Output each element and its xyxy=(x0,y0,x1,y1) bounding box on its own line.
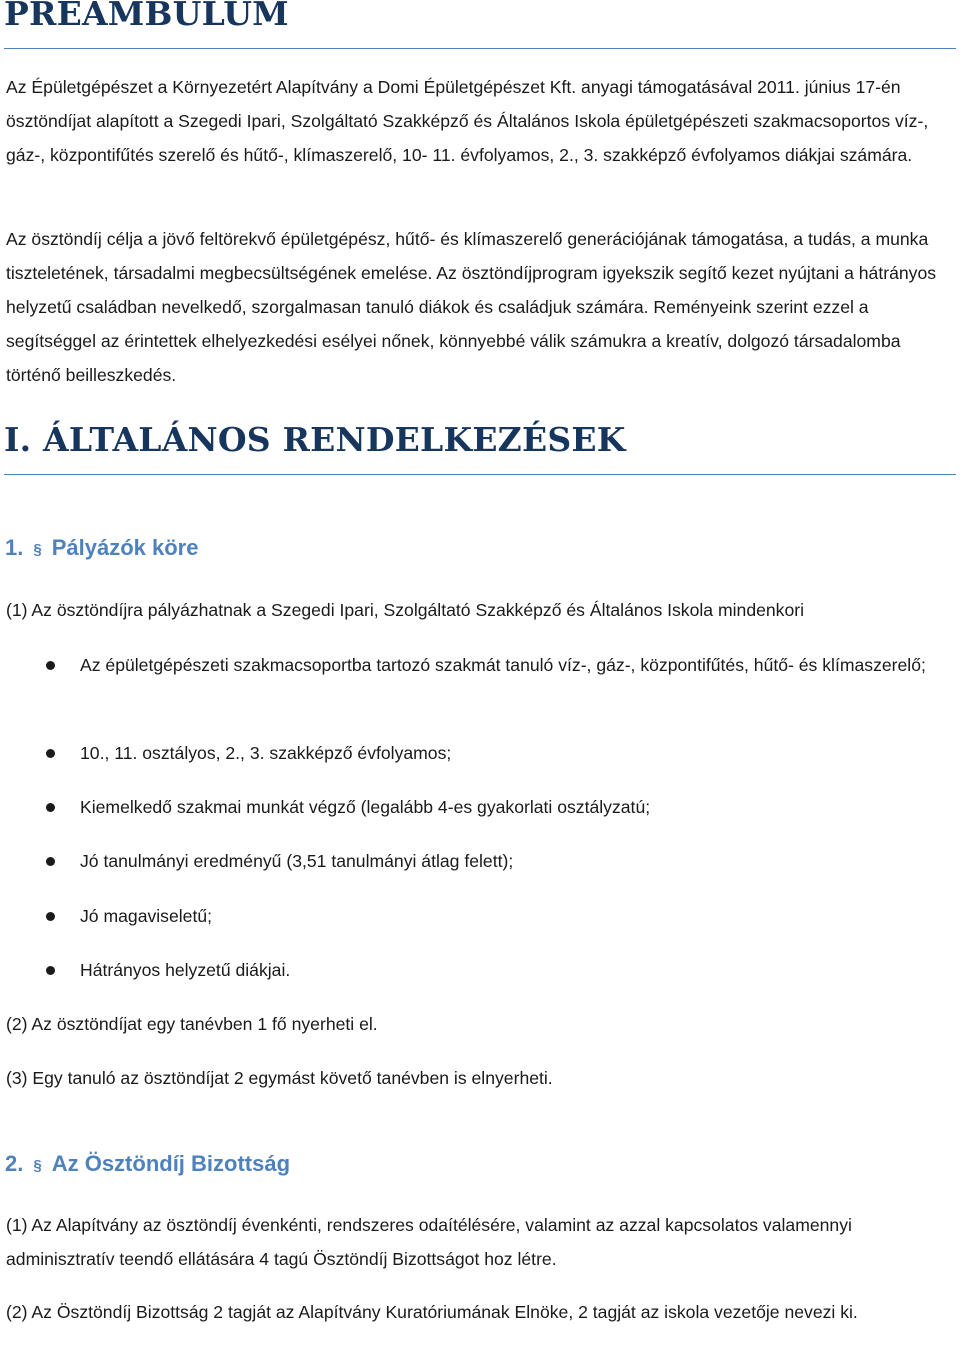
list-item-text: 10., 11. osztályos, 2., 3. szakképző évfolyamos; xyxy=(80,743,452,763)
bullet-icon xyxy=(46,661,55,670)
bullet-icon xyxy=(46,749,55,758)
section-1-number: 1. xyxy=(5,535,24,560)
bullet-icon xyxy=(46,966,55,975)
preambulum-heading: PREAMBULUM xyxy=(4,0,289,33)
bullet-icon xyxy=(46,912,55,921)
section-2-paragraph-1: (1) Az Alapítvány az ösztöndíj évenkénti, rendszeres odaítélésére, valamint az azzal kapcsolatos valamennyi adminisztratív teendő ellátására 4 tagú Ösztöndíj Bizottságot hoz létre. xyxy=(6,1215,852,1269)
chapter-1-heading-underline xyxy=(4,474,956,475)
list-item-text: Az épületgépészeti szakmacsoportba tartozó szakmát tanuló víz-, gáz-, központifűtés, hűtő- és klímaszerelő; xyxy=(80,655,926,675)
preambulum-heading-underline xyxy=(4,48,956,49)
section-2-number: 2. xyxy=(5,1151,24,1176)
list-item-text: Jó tanulmányi eredményű (3,51 tanulmányi átlag felett); xyxy=(80,851,514,871)
paragraph-symbol: § xyxy=(33,541,42,558)
list-item-text: Jó magaviseletű; xyxy=(80,906,213,926)
section-1-paragraph-1: (1) Az ösztöndíjra pályázhatnak a Szegedi Ipari, Szolgáltató Szakképző és Általános Iskola mindenkori xyxy=(6,600,805,620)
section-1-heading xyxy=(5,533,198,566)
section-1-paragraph-3: (3) Egy tanuló az ösztöndíjat 2 egymást követő tanévben is elnyerheti. xyxy=(6,1068,553,1088)
paragraph-symbol: § xyxy=(33,1157,42,1174)
section-2-heading xyxy=(5,1149,290,1182)
bullet-icon xyxy=(46,857,55,866)
list-item-text: Kiemelkedő szakmai munkát végző (legalább 4-es gyakorlati osztályzatú; xyxy=(80,797,651,817)
section-1-paragraph-2: (2) Az ösztöndíjat egy tanévben 1 fő nyerheti el. xyxy=(6,1014,378,1034)
bullet-icon xyxy=(46,803,55,812)
section-2-paragraph-2: (2) Az Ösztöndíj Bizottság 2 tagját az Alapítvány Kuratóriumának Elnöke, 2 tagját az iskola vezetője nevezi ki. xyxy=(6,1302,858,1322)
preambulum-paragraph-2: Az ösztöndíj célja a jövő feltörekvő épületgépész, hűtő- és klímaszerelő generációjának támogatása, a tudás, a munka tiszteletének, társadalmi megbecsültségének emelése. Az ösztöndíjprogram igyekszik segítő kezet nyújtani a hátrányos helyzetű családban nevelkedő, szorgalmasan tanuló diákok és családjuk számára. Reményeink szerint ezzel a segítséggel az érintettek elhelyezkedési esélyei nőnek, könnyebbé válik számukra a kreatív, dolgozó társadalomba történő beilleszkedés. xyxy=(6,229,937,385)
section-1-title: Pályázók köre xyxy=(51,535,199,560)
preambulum-paragraph-1: Az Épületgépészet a Környezetért Alapítvány a Domi Épületgépészet Kft. anyagi támogatásával 2011. június 17-én ösztöndíjat alapított a Szegedi Ipari, Szolgáltató Szakképző és Általános Iskola épületgépészeti szakmacsoportos víz-, gáz-, központifűtés szerelő és hűtő-, klímaszerelő, 10- 11. évfolyamos, 2., 3. szakképző évfolyamos diákjai számára. xyxy=(6,77,929,165)
chapter-1-heading: I. ÁLTALÁNOS RENDELKEZÉSEK xyxy=(4,420,626,459)
list-item-text: Hátrányos helyzetű diákjai. xyxy=(80,960,291,980)
section-2-title: Az Ösztöndíj Bizottság xyxy=(51,1151,291,1176)
